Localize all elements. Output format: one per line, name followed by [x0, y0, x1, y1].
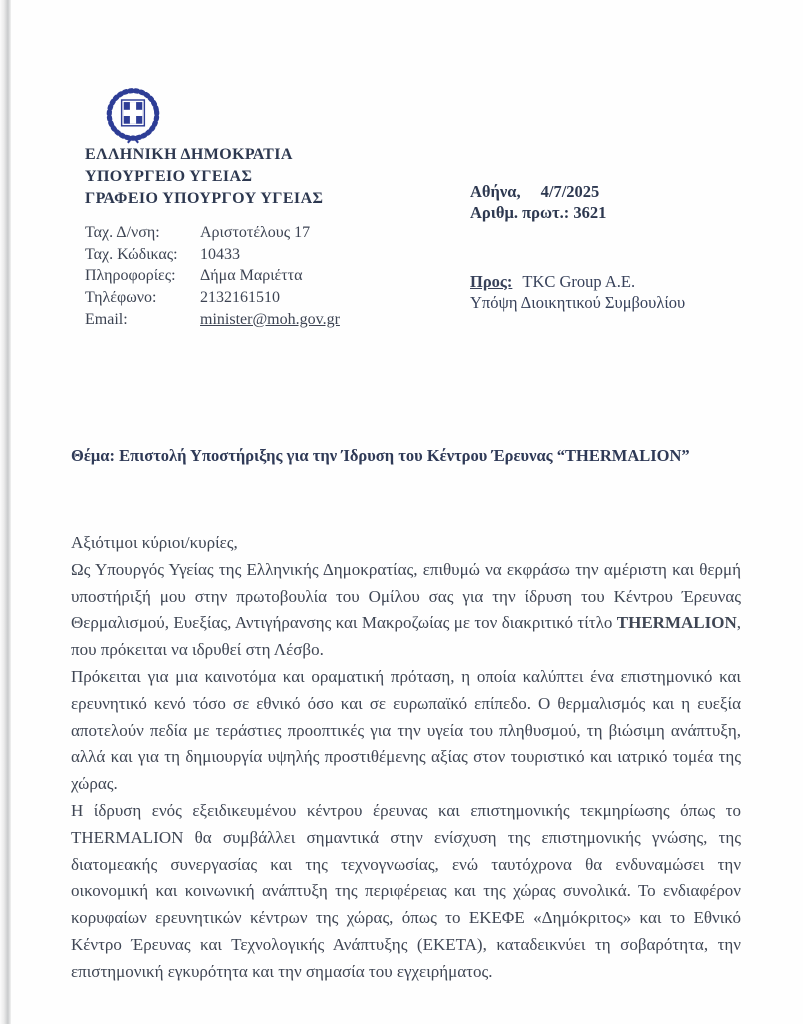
recipient-line: [470, 272, 685, 293]
body-paragraph: [71, 798, 741, 986]
subject-line: Θέμα: Επιστολή Υποστήριξης για την Ίδρυση του Κέντρου Έρευνας “THERMALION”: [71, 446, 690, 465]
date-line: [470, 181, 606, 202]
city-label: Αθήνα,: [470, 182, 521, 201]
contact-label: Πληροφορίες:: [85, 267, 176, 285]
body-text-segment: Η ίδρυση ενός εξειδικευμένου κέντρου έρευνας και επιστημονικής τεκμηρίωσης όπως το THERMALION θα συμβάλλει σημαντικά στην ενίσχυση της επιστημονικής γνώσης, της διατομεακής συνεργασίας και της τεχνογνωσίας, ενώ ταυτόχρονα θα ενδυναμώσει την οικονομική και κοινωνική ανάπτυξη της περιφέρειας και της χώρας συνολικά. Το ενδιαφέρον κορυφαίων ερευνητικών κέντρων της χώρας, όπως το ΕΚΕΦΕ «Δημόκριτος» και το Εθνικό Κέντρο Έρευνας και Τεχνολογικής Ανάπτυξης (ΕΚΕΤΑ), καταδεικνύει τη σοβαρότητα, την επιστημονική εγκυρότητα και την σημασία του εγχειρήματος.: [71, 800, 741, 981]
contact-value: Αριστοτέλους 17: [200, 224, 311, 241]
greek-coat-of-arms-icon: [102, 84, 164, 148]
recipient-attention: Υπόψη Διοικητικού Συμβουλίου: [470, 292, 686, 312]
protocol-number: 3621: [573, 203, 607, 222]
contact-value: 10433: [200, 245, 240, 263]
contact-row: [85, 222, 340, 244]
date-protocol-block: [470, 181, 606, 223]
contact-label: Τηλέφωνο:: [85, 289, 157, 307]
body-paragraph: [71, 664, 741, 798]
contact-value: minister@moh.gov.gr: [200, 310, 340, 328]
to-label: Προς:: [470, 272, 513, 291]
contact-row: [85, 287, 340, 309]
letter-date: 4/7/2025: [540, 182, 600, 201]
recipient-name: TKC Group A.E.: [522, 272, 636, 291]
contact-value: 2132161510: [200, 289, 280, 307]
contact-row: [85, 244, 340, 266]
contact-details: [85, 222, 340, 331]
protocol-label: Αριθμ. πρωτ.:: [470, 203, 570, 222]
contact-label: Ταχ. Κώδικας:: [85, 245, 178, 263]
issuing-authority: [85, 144, 323, 209]
contact-row: [85, 265, 340, 287]
protocol-line: [470, 202, 606, 223]
authority-line: ΓΡΑΦΕΙΟ ΥΠΟΥΡΓΟΥ ΥΓΕΙΑΣ: [85, 189, 324, 207]
body-text-segment: Ως Υπουργός Υγείας της Ελληνικής Δημοκρατίας, επιθυμώ να εκφράσω την αμέριστη και θερμή υποστήριξή μου στην πρωτοβουλία του Ομίλου σας για την ίδρυση του Κέντρου Έρευνας Θερμαλισμού, Ευεξίας, Αντιγήρανσης και Μακροζωίας με τον διακριτικό τίτλο: [71, 559, 741, 633]
contact-row: [85, 309, 340, 331]
contact-value: Δήμα Μαριέττα: [200, 267, 303, 285]
authority-line: ΥΠΟΥΡΓΕΙΟ ΥΓΕΙΑΣ: [85, 167, 253, 185]
authority-line: ΕΛΛΗΝΙΚΗ ΔΗΜΟΚΡΑΤΙΑ: [85, 146, 293, 163]
contact-label: Email:: [85, 310, 128, 328]
photo-page-edge: [0, 0, 11, 1024]
contact-label: Ταχ. Δ/νση:: [85, 224, 160, 241]
body-text-segment: , που πρόκειται να ιδρυθεί στη Λέσβο.: [71, 613, 741, 660]
recipient-block: [470, 272, 685, 314]
body-paragraph: [71, 557, 741, 664]
body-text-segment: Πρόκειται για μια καινοτόμα και οραματική πρόταση, η οποία καλύπτει ένα επιστημονικό και ερευνητικό κενό τόσο σε εθνικό όσο και σε ευρωπαϊκό επίπεδο. Ο θερμαλισμός και η ευεξία αποτελούν πεδία με τεράστιες προοπτικές για την υγεία του πληθυσμού, τη βιώσιμη ανάπτυξη, αλλά και για τη δημιουργία υψηλής προστιθέμενης αξίας στον τουριστικό και ιατρικό τομέα της χώρας.: [71, 666, 741, 794]
emphasized-text: THERMALION: [616, 613, 737, 633]
letter-body: [71, 530, 741, 986]
paragraphs: [71, 557, 741, 986]
salutation: Αξιότιμοι κύριοι/κυρίες,: [71, 533, 238, 552]
